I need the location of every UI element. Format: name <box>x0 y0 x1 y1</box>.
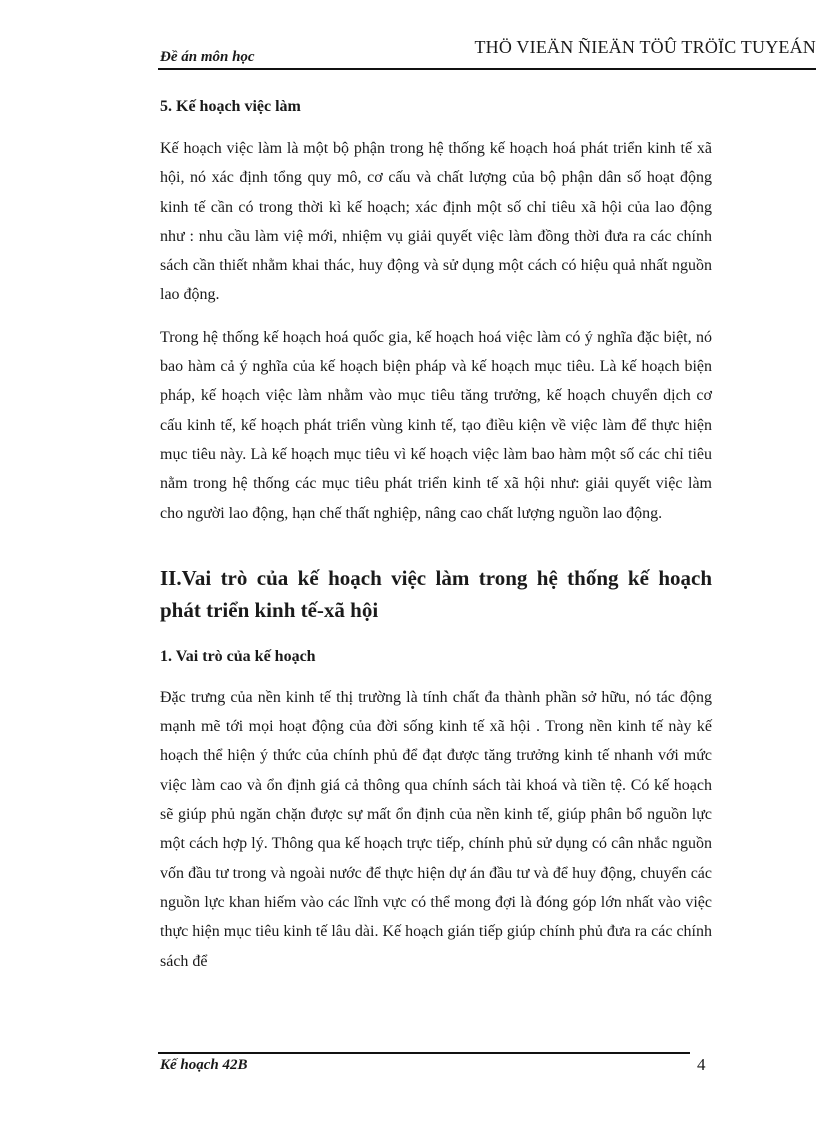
header-document-title: Đề án môn học <box>160 49 255 65</box>
paragraph: Trong hệ thống kế hoạch hoá quốc gia, kế hoạch hoá việc làm có ý nghĩa đặc biệt, nó bao hàm cả ý nghĩa của kế hoạch biện pháp và kế hoạch mục tiêu. Là kế hoạch biện pháp, kế hoạch việc làm nhằm vào mục tiêu tăng trưởng, kế hoạch chuyển dịch cơ cấu kinh tế, kế hoạch phát triển vùng kinh tế, tạo điều kiện về việc làm để thực hiện mục tiêu này. Là kế hoạch mục tiêu vì kế hoạch việc làm bao hàm một số các chỉ tiêu nằm trong hệ thống các mục tiêu phát triển kinh tế xã hội như: giải quyết việc làm cho người lao động, hạn chế thất nghiệp, nâng cao chất lượng nguồn lao động. <box>160 328 712 522</box>
sub-heading-1: 1. Vai trò của kế hoạch <box>160 647 316 665</box>
header-divider <box>158 68 816 70</box>
page-body <box>160 96 712 976</box>
header-library-title: THÖ VIEÄN ÑIEÄN TÖÛ TRÖÏC TUYEÁN <box>474 37 816 57</box>
paragraph: Kế hoạch việc làm là một bộ phận trong hệ thống kế hoạch hoá phát triển kinh tế xã hội, nó xác định tổng quy mô, cơ cấu và chất lượng của bộ phận dân số hoạt động kinh tế cần có trong thời kì kế hoạch; xác định một số chỉ tiêu xã hội của lao động như : nhu cầu làm việ mới, nhiệm vụ giải quyết việc làm đồng thời đưa ra các chính sách cần thiết nhằm khai thác, huy động và sử dụng một cách có hiệu quả nhất nguồn lao động. <box>160 140 712 304</box>
page-number: 4 <box>697 1055 706 1074</box>
section-heading-5: 5. Kế hoạch việc làm <box>160 98 301 115</box>
footer-divider <box>158 1052 690 1054</box>
section-heading-ii: II.Vai trò của kế hoạch việc làm trong hệ thống kế hoạch phát triển kinh tế-xã hội <box>160 565 712 622</box>
paragraph: Đặc trưng của nền kinh tế thị trường là tính chất đa thành phần sở hữu, nó tác động mạnh mẽ tới mọi hoạt động của đời sống kinh tế xã hội . Trong nền kinh tế này kế hoạch thể hiện ý thức của chính phủ để đạt được tăng trưởng kinh tế nhanh với mức việc làm cao và ổn định giá cả thông qua chính sách tài khoá và tiền tệ. Có kế hoạch sẽ giúp phủ ngăn chặn được sự mất ổn định của nền kinh tế, giúp phân bổ nguồn lực một cách hợp lý. Thông qua kế hoạch trực tiếp, chính phủ sử dụng có cân nhắc nguồn vốn đầu tư trong và ngoài nước để thực hiện dự án đầu tư và để huy động, chuyển các nguồn lực khan hiếm vào các lĩnh vực có thể mong đợi là đóng góp lớn nhất vào việc thực hiện mục tiêu kinh tế lâu dài. Kế hoạch gián tiếp giúp chính phủ đưa ra các chính sách để <box>160 688 712 970</box>
footer-course-label: Kế hoạch 42B <box>160 1057 248 1073</box>
